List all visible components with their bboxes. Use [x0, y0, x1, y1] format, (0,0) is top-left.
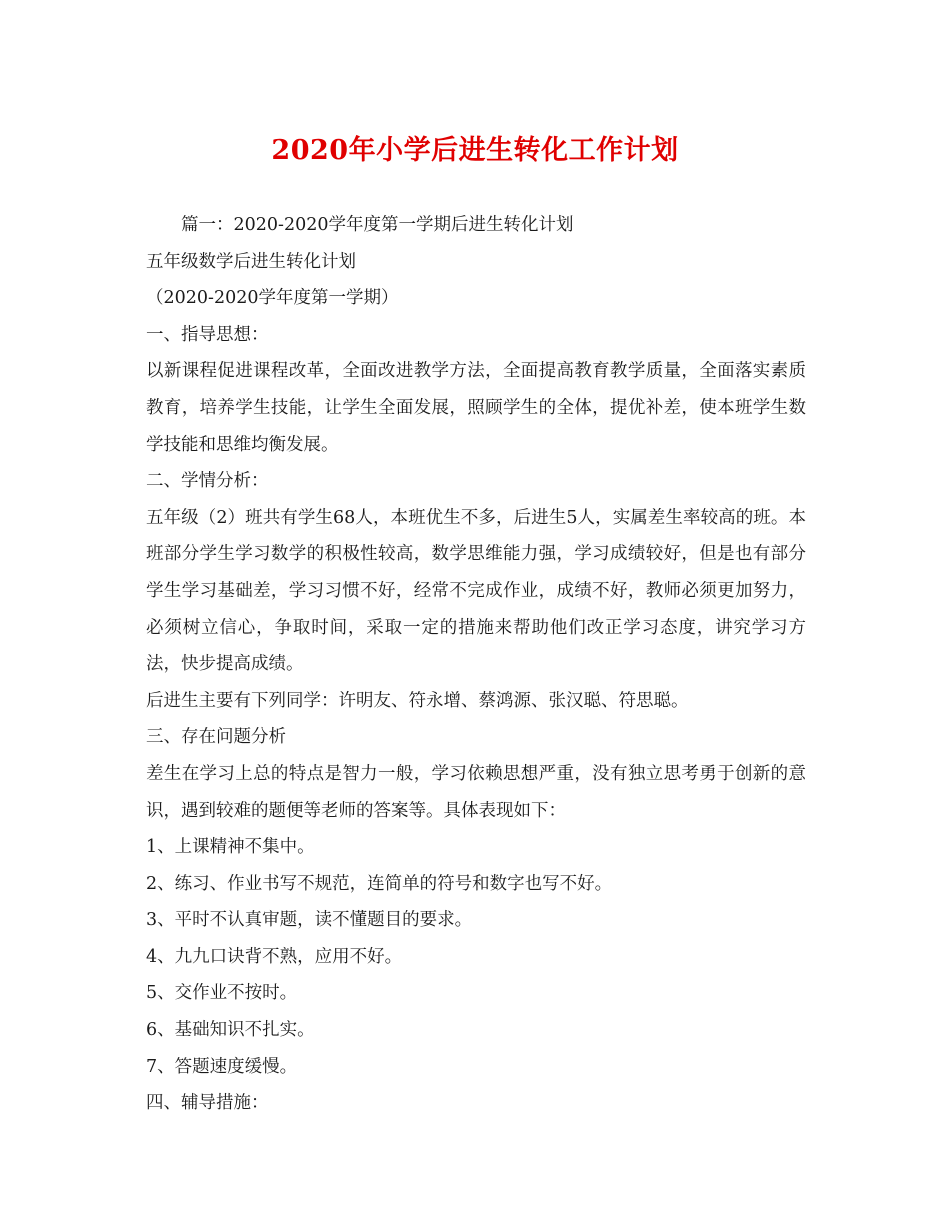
list-item: 1、上课精神不集中。 — [146, 837, 315, 858]
list-item: 3、平时不认真审题，读不懂题目的要求。 — [146, 910, 473, 931]
list-item: 4、九九口诀背不熟，应用不好。 — [146, 946, 403, 967]
heading-problem-analysis: 三、存在问题分析 — [146, 727, 286, 748]
paragraph-student-list: 后进生主要有下列同学：许明友、符永增、蔡鸿源、张汉聪、符思聪。 — [146, 690, 689, 711]
paragraph-guiding-ideology: 以新课程促进课程改革，全面改进教学方法，全面提高教育教学质量，全面落实素质教育，培养学生技能，让学生全面发展，照顾学生的全体，提优补差，使本班学生数学技能和思维均衡发展。 — [146, 361, 806, 455]
list-item: 6、基础知识不扎实。 — [146, 1020, 315, 1041]
paragraph-problem-analysis: 差生在学习上总的特点是智力一般，学习依赖思想严重，没有独立思考勇于创新的意识，遇到较难的题便等老师的答案等。具体表现如下： — [146, 763, 806, 821]
document-body — [146, 207, 806, 1122]
list-item: 7、答题速度缓慢。 — [146, 1056, 298, 1077]
paragraph-situation-analysis: 五年级（2）班共有学生68人，本班优生不多，后进生5人，实属差生率较高的班。本班部分学生学习数学的积极性较高，数学思维能力强，学习成绩较好，但是也有部分学生学习基础差，学习习惯不好，经常不完成作业，成绩不好，教师必须更加努力，必须树立信心，争取时间，采取一定的措施来帮助他们改正学习态度，讲究学习方法，快步提高成绩。 — [146, 507, 806, 675]
paragraph-section-heading: 篇一：2020-2020学年度第一学期后进生转化计划 — [181, 215, 574, 235]
heading-tutoring-measures: 四、辅导措施： — [146, 1093, 269, 1114]
list-item: 5、交作业不按时。 — [146, 983, 298, 1004]
paragraph-term: （2020-2020学年度第一学期） — [146, 288, 399, 309]
list-item: 2、练习、作业书写不规范，连简单的符号和数字也写不好。 — [146, 873, 613, 894]
heading-guiding-ideology: 一、指导思想： — [146, 324, 269, 345]
paragraph-plan-title: 五年级数学后进生转化计划 — [146, 251, 356, 272]
heading-situation-analysis: 二、学情分析： — [146, 471, 269, 492]
document-title: 2020年小学后进生转化工作计划 — [271, 135, 679, 166]
